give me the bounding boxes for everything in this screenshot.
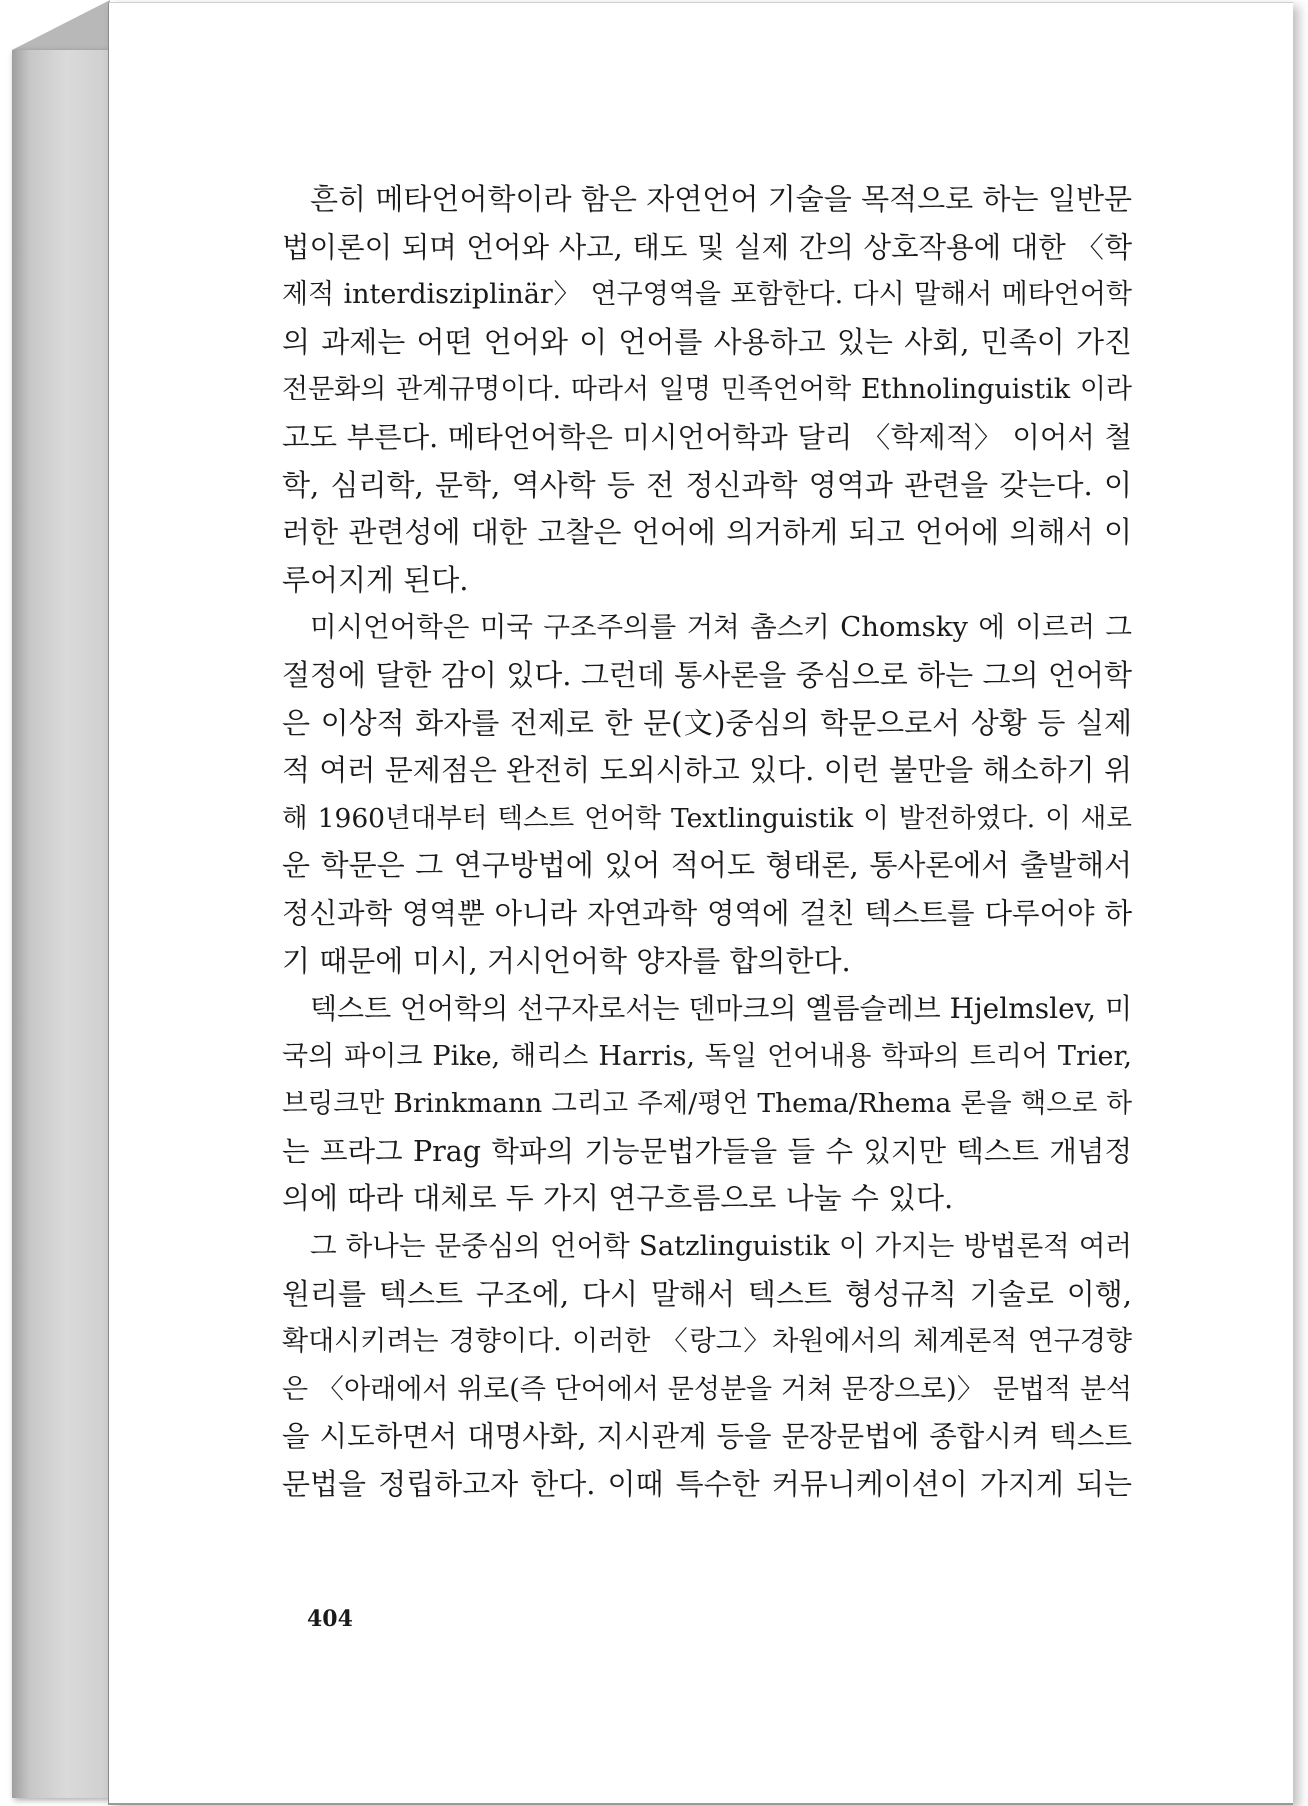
book-spine xyxy=(12,50,110,1798)
text-line: 법이론이 되며 언어와 사고, 태도 및 실제 간의 상호작용에 대한 〈학 xyxy=(282,230,1132,264)
text-line: 흔히 메타언어학이라 함은 자연언어 기술을 목적으로 하는 일반문 xyxy=(310,182,1132,216)
page-body-text xyxy=(282,176,1132,1509)
text-line: 루어지게 된다. xyxy=(282,562,469,597)
text-line: 을 시도하면서 대명사화, 지시관계 등을 문장문법에 종합시켜 텍스트 xyxy=(282,1420,1132,1454)
text-line: 의 과제는 어떤 언어와 이 언어를 사용하고 있는 사회, 민족이 가진 xyxy=(282,324,1132,359)
text-line: 제적 interdisziplinär〉 연구영역을 포함한다. 다시 말해서 메타언어학 xyxy=(282,279,1132,311)
text-line: 적 여러 문제점은 완전히 도외시하고 있다. 이런 불만을 해소하기 위 xyxy=(282,753,1132,788)
text-line: 정신과학 영역뿐 아니라 자연과학 영역에 걸친 텍스트를 다루어야 하 xyxy=(282,896,1132,930)
paragraph xyxy=(282,1223,1132,1509)
text-line: 원리를 텍스트 구조에, 다시 말해서 텍스트 형성규칙 기술로 이행, xyxy=(282,1276,1132,1311)
text-line: 해 1960년대부터 텍스트 언어학 Textlinguistik 이 발전하였다. 이 새로 xyxy=(282,802,1132,834)
text-line: 확대시키려는 경향이다. 이러한 〈랑그〉차원에서의 체계론적 연구경향 xyxy=(282,1326,1132,1358)
text-line: 그 하나는 문중심의 언어학 Satzlinguistik 이 가지는 방법론적 여러 xyxy=(310,1230,1132,1263)
text-line: 기 때문에 미시, 거시언어학 양자를 합의한다. xyxy=(282,943,851,978)
text-line: 미시언어학은 미국 구조주의를 거쳐 촘스키 Chomsky 에 이르러 그 xyxy=(310,611,1132,644)
text-line: 문법을 정립하고자 한다. 이때 특수한 커뮤니케이션이 가지게 되는 xyxy=(282,1467,1132,1502)
paragraph xyxy=(282,176,1132,604)
text-line: 의에 따라 대체로 두 가지 연구흐름으로 나눌 수 있다. xyxy=(282,1181,954,1216)
text-line: 는 프라그 Prag 학파의 기능문법가들을 들 수 있지만 텍스트 개념정 xyxy=(282,1134,1132,1168)
paragraph xyxy=(282,604,1132,985)
text-line: 브링크만 Brinkmann 그리고 주제/평언 Thema/Rhema 론을 핵으로 하 xyxy=(282,1088,1132,1120)
text-line: 전문화의 관계규명이다. 따라서 일명 민족언어학 Ethnolinguistik 이라 xyxy=(282,374,1132,406)
text-line: 은 〈아래에서 위로(즉 단어에서 문성분을 거쳐 문장으로)〉 문법적 분석 xyxy=(282,1373,1132,1405)
text-line: 러한 관련성에 대한 고찰은 언어에 의거하게 되고 언어에 의해서 이 xyxy=(282,515,1132,550)
text-line: 학, 심리학, 문학, 역사학 등 전 정신과학 영역과 관련을 갖는다. 이 xyxy=(282,467,1132,502)
text-line: 고도 부른다. 메타언어학은 미시언어학과 달리 〈학제적〉 이어서 철 xyxy=(282,420,1132,454)
paragraph xyxy=(282,985,1132,1223)
text-line: 텍스트 언어학의 선구자로서는 덴마크의 옐름슬레브 Hjelmslev, 미 xyxy=(310,992,1132,1026)
book-spine-top xyxy=(12,0,110,50)
page-number: 404 xyxy=(307,1606,353,1632)
text-line: 국의 파이크 Pike, 해리스 Harris, 독일 언어내용 학파의 트리어 Trier, xyxy=(282,1040,1132,1072)
text-line: 절정에 달한 감이 있다. 그런데 통사론을 중심으로 하는 그의 언어학 xyxy=(282,657,1132,692)
text-line: 은 이상적 화자를 전제로 한 문(文)중심의 학문으로서 상황 등 실제 xyxy=(282,705,1132,740)
text-line: 운 학문은 그 연구방법에 있어 적어도 형태론, 통사론에서 출발해서 xyxy=(282,848,1132,883)
